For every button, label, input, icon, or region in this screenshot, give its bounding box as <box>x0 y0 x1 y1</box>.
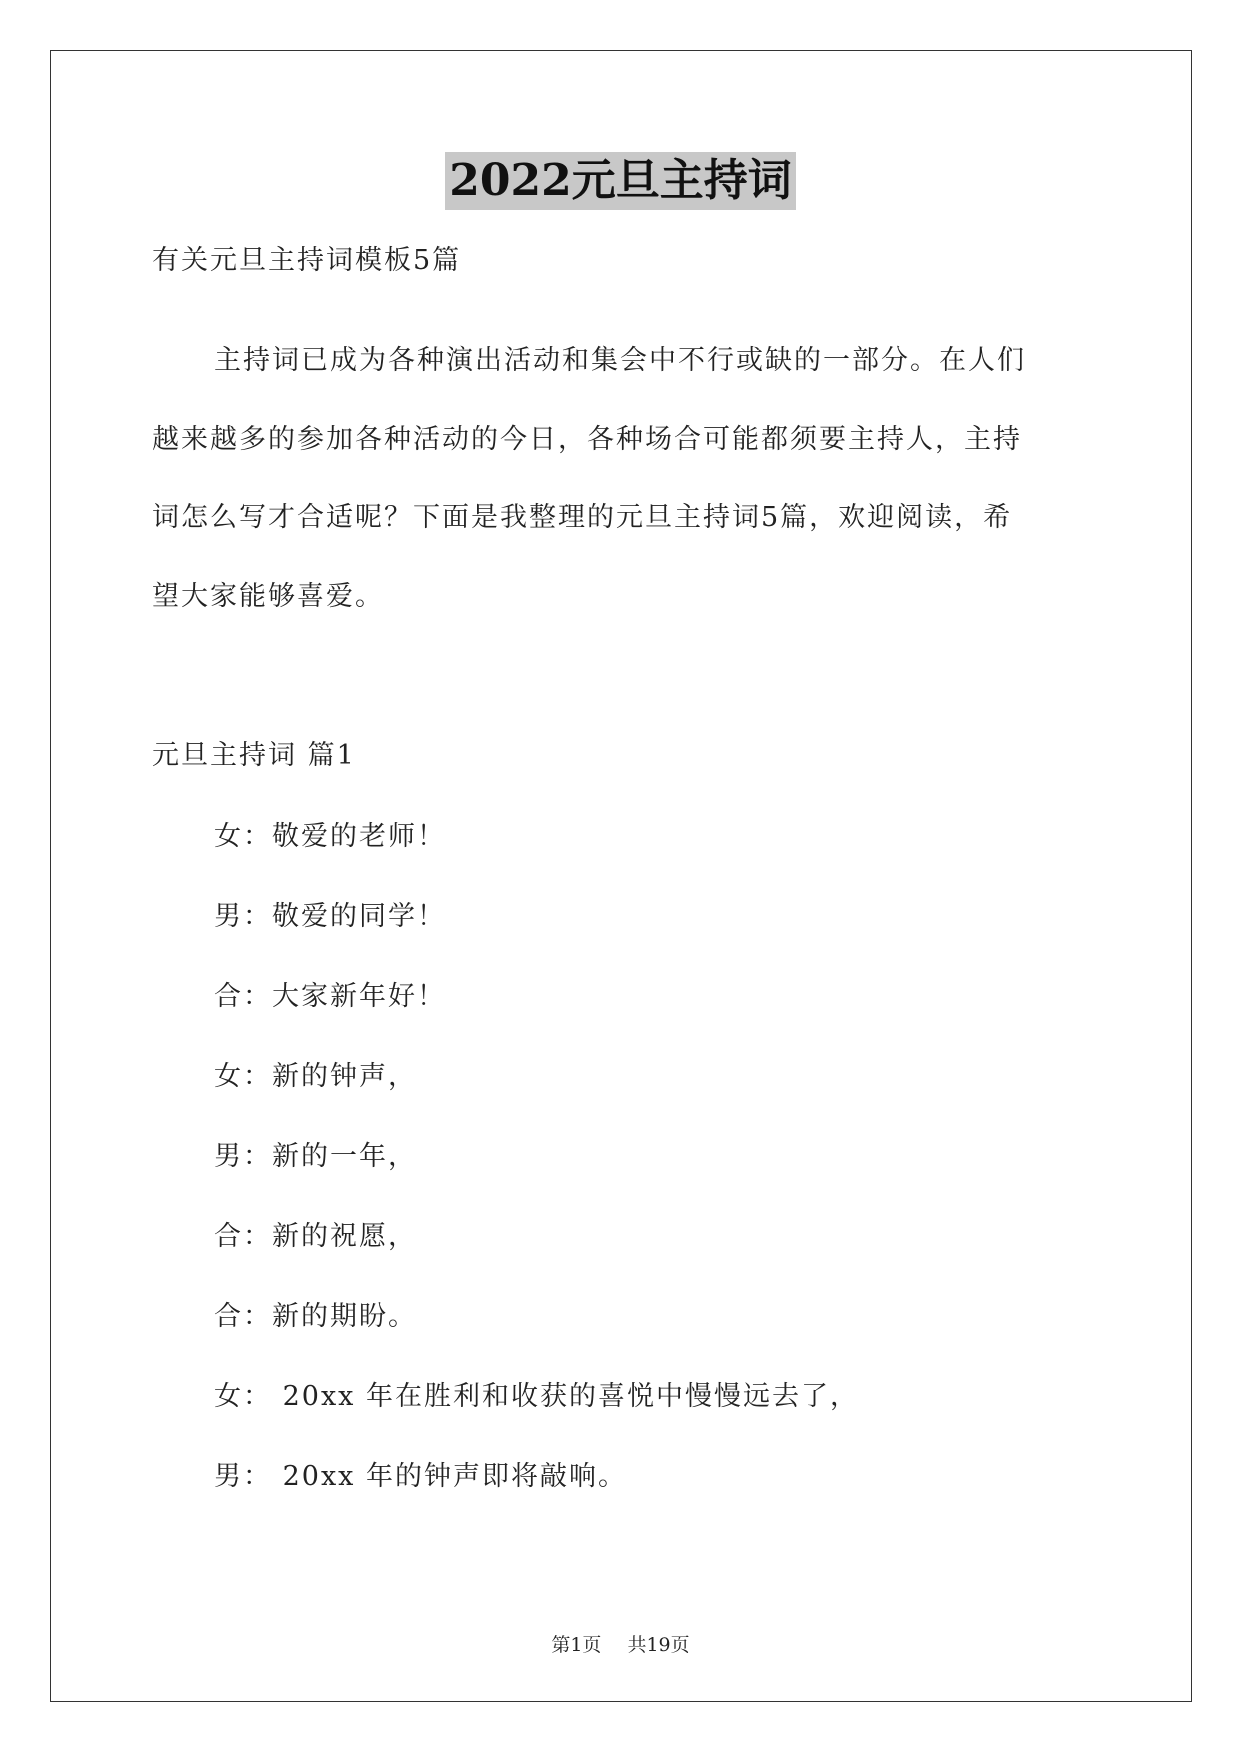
intro-line-2: 越来越多的参加各种活动的今日，各种场合可能都须要主持人，主持 <box>152 424 1022 455</box>
dialogue-line-6: 合：新的祝愿， <box>214 1221 417 1252</box>
title-container <box>0 152 1241 210</box>
dialogue-line-2: 男：敬爱的同学！ <box>214 901 446 932</box>
dialogue-line-3: 合：大家新年好！ <box>214 981 446 1012</box>
intro-line-1: 主持词已成为各种演出活动和集会中不行或缺的一部分。在人们 <box>214 345 1026 376</box>
dialogue-line-9: 男： 20xx 年的钟声即将敲响。 <box>214 1461 627 1492</box>
section-heading: 元旦主持词 篇1 <box>152 740 356 771</box>
page-footer <box>0 1633 1241 1657</box>
document-title: 2022元旦主持词 <box>445 152 795 210</box>
intro-line-4: 望大家能够喜爱。 <box>152 581 384 612</box>
page-border <box>50 50 1192 1702</box>
dialogue-line-8: 女： 20xx 年在胜利和收获的喜悦中慢慢远去了， <box>214 1381 859 1412</box>
intro-line-3: 词怎么写才合适呢？下面是我整理的元旦主持词5篇，欢迎阅读，希 <box>152 502 1013 533</box>
document-subtitle: 有关元旦主持词模板5篇 <box>152 245 462 276</box>
page-total: 共19页 <box>627 1634 690 1656</box>
dialogue-line-4: 女：新的钟声， <box>214 1061 417 1092</box>
page-number: 第1页 <box>551 1634 602 1656</box>
dialogue-line-7: 合：新的期盼。 <box>214 1301 417 1332</box>
dialogue-line-1: 女：敬爱的老师！ <box>214 821 446 852</box>
dialogue-line-5: 男：新的一年， <box>214 1141 417 1172</box>
